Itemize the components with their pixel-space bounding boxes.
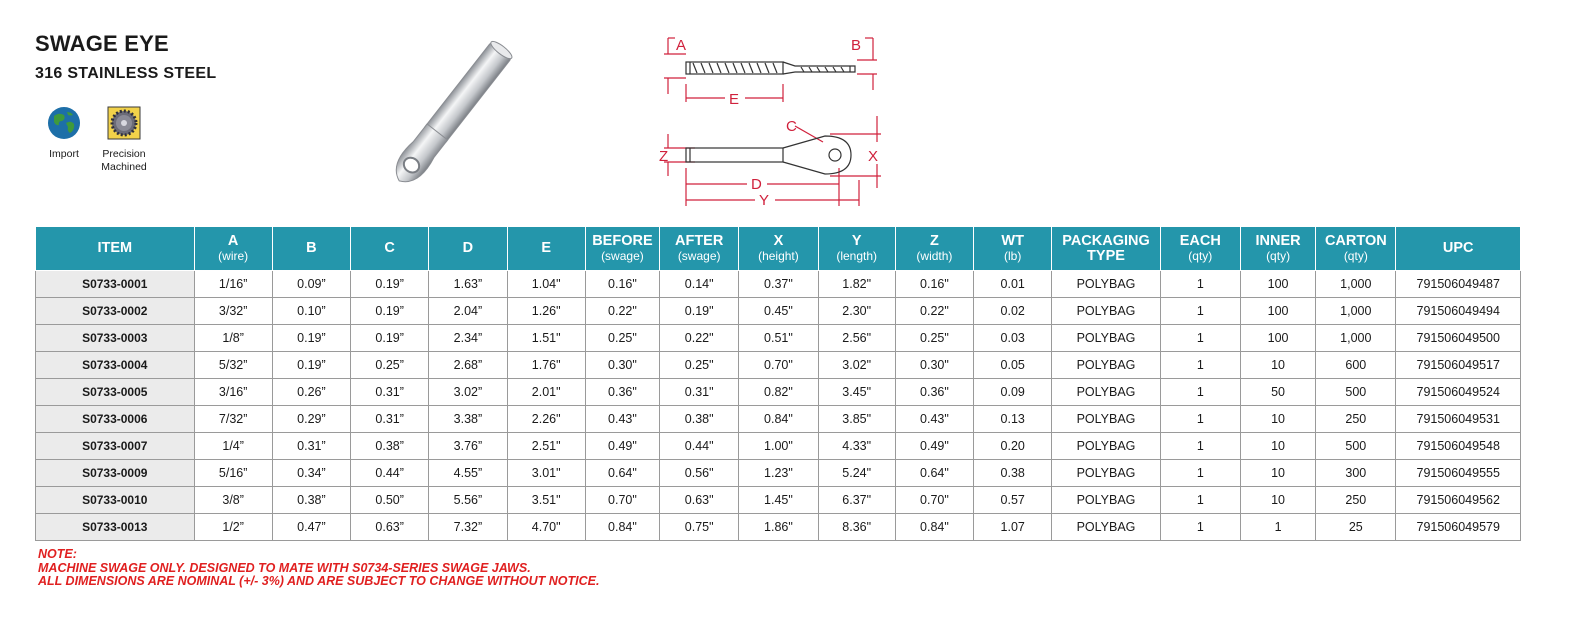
table-cell: POLYBAG xyxy=(1052,433,1160,460)
table-cell: 2.26" xyxy=(507,406,585,433)
table-cell: 4.55” xyxy=(429,460,507,487)
table-cell: 791506049555 xyxy=(1396,460,1521,487)
column-header-unit: (width) xyxy=(916,249,953,263)
item-number-cell: S0733-0003 xyxy=(36,325,195,352)
table-cell: 1.76" xyxy=(507,352,585,379)
column-header xyxy=(585,227,659,271)
table-cell: 100 xyxy=(1240,298,1315,325)
table-cell: 1 xyxy=(1160,298,1240,325)
table-cell: 0.84" xyxy=(895,514,973,541)
table-cell: 1,000 xyxy=(1316,298,1396,325)
table-cell: 5/16” xyxy=(194,460,272,487)
table-cell: 3.02" xyxy=(818,352,895,379)
table-cell: 0.19” xyxy=(351,271,429,298)
table-cell: 1.86" xyxy=(739,514,818,541)
table-cell: 0.45" xyxy=(739,298,818,325)
table-cell: 10 xyxy=(1240,487,1315,514)
notes-heading: NOTE: xyxy=(38,547,77,561)
table-cell: 3.45" xyxy=(818,379,895,406)
table-cell: 5.56” xyxy=(429,487,507,514)
table-cell: 10 xyxy=(1240,433,1315,460)
table-cell: 791506049548 xyxy=(1396,433,1521,460)
column-header xyxy=(1316,227,1396,271)
table-cell: 3/16” xyxy=(194,379,272,406)
column-header-label: CARTON xyxy=(1324,233,1387,249)
table-cell: POLYBAG xyxy=(1052,271,1160,298)
column-header xyxy=(36,227,195,271)
column-header xyxy=(818,227,895,271)
item-number-cell: S0733-0002 xyxy=(36,298,195,325)
gear-icon xyxy=(107,106,141,140)
table-cell: 1 xyxy=(1160,406,1240,433)
table-cell: 50 xyxy=(1240,379,1315,406)
table-cell: 10 xyxy=(1240,460,1315,487)
table-cell: 1 xyxy=(1160,460,1240,487)
table-cell: 300 xyxy=(1316,460,1396,487)
table-cell: 0.37" xyxy=(739,271,818,298)
table-cell: 1 xyxy=(1160,352,1240,379)
table-cell: 0.25" xyxy=(585,325,659,352)
table-cell: 6.37" xyxy=(818,487,895,514)
item-number-cell: S0733-0004 xyxy=(36,352,195,379)
table-cell: POLYBAG xyxy=(1052,298,1160,325)
table-cell: POLYBAG xyxy=(1052,514,1160,541)
label-e: E xyxy=(729,91,740,108)
column-header-label: INNER xyxy=(1255,233,1301,249)
column-header-unit: (lb) xyxy=(1004,249,1022,263)
column-header xyxy=(1052,227,1160,271)
table-cell: 0.19” xyxy=(272,325,350,352)
notes-line: MACHINE SWAGE ONLY. DESIGNED TO MATE WITH S0734-SERIES SWAGE JAWS. xyxy=(38,560,531,575)
column-header-unit: (length) xyxy=(836,249,878,263)
column-header-unit: (wire) xyxy=(218,249,249,263)
table-cell: 0.31” xyxy=(351,406,429,433)
table-cell: 0.36" xyxy=(585,379,659,406)
column-header xyxy=(1396,227,1521,271)
table-cell: 0.63" xyxy=(660,487,739,514)
column-header xyxy=(895,227,973,271)
table-cell: 7/32” xyxy=(194,406,272,433)
table-cell: 3.85" xyxy=(818,406,895,433)
item-number-cell: S0733-0006 xyxy=(36,406,195,433)
table-cell: 1.07 xyxy=(974,514,1052,541)
table-cell: 0.70" xyxy=(739,352,818,379)
table-cell: 0.64" xyxy=(585,460,659,487)
label-z: Z xyxy=(659,148,669,165)
table-cell: 0.13 xyxy=(974,406,1052,433)
spec-table-body xyxy=(36,271,1521,541)
table-cell: 0.49" xyxy=(895,433,973,460)
column-header-unit: (qty) xyxy=(1188,249,1213,263)
column-header-label: B xyxy=(306,240,317,256)
table-cell: 3/32” xyxy=(194,298,272,325)
table-cell: 0.49" xyxy=(585,433,659,460)
table-cell: 1 xyxy=(1240,514,1315,541)
table-cell: 0.70" xyxy=(895,487,973,514)
table-cell: 2.56" xyxy=(818,325,895,352)
table-cell: 0.22" xyxy=(585,298,659,325)
table-cell: 791506049524 xyxy=(1396,379,1521,406)
table-cell: 791506049500 xyxy=(1396,325,1521,352)
column-header-label: ITEM xyxy=(97,240,133,256)
column-header xyxy=(351,227,429,271)
table-cell: 0.31” xyxy=(351,379,429,406)
table-cell: 0.30" xyxy=(585,352,659,379)
table-cell: 0.19” xyxy=(351,325,429,352)
column-header-label: C xyxy=(384,240,395,256)
table-cell: 0.05 xyxy=(974,352,1052,379)
column-header-label: Y xyxy=(851,233,862,249)
table-cell: 0.14" xyxy=(660,271,739,298)
table-row xyxy=(36,460,1521,487)
table-cell: 10 xyxy=(1240,406,1315,433)
table-cell: 0.09” xyxy=(272,271,350,298)
table-cell: POLYBAG xyxy=(1052,406,1160,433)
table-cell: 0.38 xyxy=(974,460,1052,487)
column-header-label: PACKAGING xyxy=(1062,232,1150,249)
item-number-cell: S0733-0007 xyxy=(36,433,195,460)
table-cell: 0.16" xyxy=(585,271,659,298)
column-header xyxy=(660,227,739,271)
table-cell: 0.57 xyxy=(974,487,1052,514)
precision-machined-badge xyxy=(89,106,159,174)
table-cell: 1/8” xyxy=(194,325,272,352)
column-header xyxy=(429,227,507,271)
table-cell: 0.02 xyxy=(974,298,1052,325)
table-cell: 2.04” xyxy=(429,298,507,325)
column-header-label: WT xyxy=(1001,233,1024,249)
table-cell: 0.56" xyxy=(660,460,739,487)
table-cell: 0.22" xyxy=(895,298,973,325)
table-cell: 8.36" xyxy=(818,514,895,541)
table-cell: 1.26" xyxy=(507,298,585,325)
column-header-label: EACH xyxy=(1179,233,1221,249)
table-cell: 0.75" xyxy=(660,514,739,541)
table-cell: 10 xyxy=(1240,352,1315,379)
table-cell: 1.23" xyxy=(739,460,818,487)
table-cell: 500 xyxy=(1316,433,1396,460)
item-number-cell: S0733-0013 xyxy=(36,514,195,541)
table-cell: 250 xyxy=(1316,406,1396,433)
label-c: C xyxy=(786,118,797,135)
table-cell: 0.36" xyxy=(895,379,973,406)
spec-table-header xyxy=(36,227,1521,271)
table-row xyxy=(36,433,1521,460)
table-cell: 0.26” xyxy=(272,379,350,406)
globe-icon xyxy=(47,106,81,140)
table-cell: 791506049494 xyxy=(1396,298,1521,325)
table-cell: 3.38” xyxy=(429,406,507,433)
column-header-unit: (swage) xyxy=(677,249,721,263)
table-cell: 0.51" xyxy=(739,325,818,352)
table-cell: 1 xyxy=(1160,325,1240,352)
column-header-unit: (swage) xyxy=(601,249,644,263)
table-cell: 0.30" xyxy=(895,352,973,379)
table-cell: 0.19” xyxy=(351,298,429,325)
table-cell: 100 xyxy=(1240,325,1315,352)
table-cell: 250 xyxy=(1316,487,1396,514)
dimension-diagram xyxy=(655,30,885,215)
notes xyxy=(38,548,599,589)
table-cell: 0.03 xyxy=(974,325,1052,352)
table-cell: 0.22" xyxy=(660,325,739,352)
table-cell: POLYBAG xyxy=(1052,487,1160,514)
table-cell: 1,000 xyxy=(1316,325,1396,352)
table-cell: 0.34” xyxy=(272,460,350,487)
table-cell: 0.63” xyxy=(351,514,429,541)
table-cell: POLYBAG xyxy=(1052,460,1160,487)
table-cell: 1.51" xyxy=(507,325,585,352)
column-header xyxy=(1160,227,1240,271)
table-cell: 4.33" xyxy=(818,433,895,460)
table-cell: 3.51" xyxy=(507,487,585,514)
header-row xyxy=(36,227,1521,271)
label-a: A xyxy=(676,37,687,54)
table-cell: 0.84" xyxy=(585,514,659,541)
table-cell: 791506049517 xyxy=(1396,352,1521,379)
table-cell: 0.09 xyxy=(974,379,1052,406)
table-cell: 0.25" xyxy=(660,352,739,379)
table-cell: 0.10” xyxy=(272,298,350,325)
table-cell: 500 xyxy=(1316,379,1396,406)
table-cell: 0.31” xyxy=(272,433,350,460)
table-cell: 1/16” xyxy=(194,271,272,298)
column-header xyxy=(507,227,585,271)
table-row xyxy=(36,487,1521,514)
table-cell: 1 xyxy=(1160,271,1240,298)
table-cell: 0.38” xyxy=(272,487,350,514)
table-cell: 791506049579 xyxy=(1396,514,1521,541)
table-cell: 25 xyxy=(1316,514,1396,541)
table-cell: 1.82" xyxy=(818,271,895,298)
table-cell: 1/2” xyxy=(194,514,272,541)
column-header-unit: (height) xyxy=(758,249,799,263)
table-cell: 0.82" xyxy=(739,379,818,406)
column-header-label: AFTER xyxy=(674,233,724,249)
column-header-label: BEFORE xyxy=(592,233,653,249)
table-row xyxy=(36,379,1521,406)
table-cell: 0.25" xyxy=(895,325,973,352)
table-cell: 0.50” xyxy=(351,487,429,514)
table-cell: 2.68” xyxy=(429,352,507,379)
table-cell: 7.32” xyxy=(429,514,507,541)
page-title: SWAGE EYE xyxy=(35,31,169,56)
table-cell: 1/4” xyxy=(194,433,272,460)
table-cell: 0.44” xyxy=(351,460,429,487)
column-header xyxy=(739,227,818,271)
item-number-cell: S0733-0005 xyxy=(36,379,195,406)
table-cell: 1 xyxy=(1160,433,1240,460)
table-cell: 3.01" xyxy=(507,460,585,487)
column-header-label: UPC xyxy=(1442,240,1474,256)
table-cell: POLYBAG xyxy=(1052,352,1160,379)
precision-machined-label: Precision Machined xyxy=(101,148,147,173)
table-cell: 1 xyxy=(1160,379,1240,406)
item-number-cell: S0733-0001 xyxy=(36,271,195,298)
swage-eye-photo xyxy=(328,40,558,200)
table-cell: 0.43" xyxy=(895,406,973,433)
table-cell: 4.70" xyxy=(507,514,585,541)
table-cell: 0.16" xyxy=(895,271,973,298)
table-cell: 791506049562 xyxy=(1396,487,1521,514)
column-header-label: A xyxy=(227,233,239,249)
table-cell: POLYBAG xyxy=(1052,325,1160,352)
table-row xyxy=(36,406,1521,433)
table-cell: 1,000 xyxy=(1316,271,1396,298)
table-cell: 0.70" xyxy=(585,487,659,514)
item-number-cell: S0733-0009 xyxy=(36,460,195,487)
table-cell: 791506049487 xyxy=(1396,271,1521,298)
spec-table xyxy=(35,226,1521,541)
label-x: X xyxy=(868,148,879,165)
column-header-unit: TYPE xyxy=(1087,247,1125,264)
column-header-unit: (qty) xyxy=(1343,249,1368,263)
table-cell: POLYBAG xyxy=(1052,379,1160,406)
table-cell: 1.00" xyxy=(739,433,818,460)
table-cell: 100 xyxy=(1240,271,1315,298)
table-cell: 1.63” xyxy=(429,271,507,298)
table-cell: 5/32” xyxy=(194,352,272,379)
table-cell: 2.34” xyxy=(429,325,507,352)
column-header-label: D xyxy=(462,240,474,256)
table-cell: 2.30" xyxy=(818,298,895,325)
table-cell: 0.19” xyxy=(272,352,350,379)
table-cell: 5.24" xyxy=(818,460,895,487)
table-cell: 1 xyxy=(1160,487,1240,514)
table-cell: 0.01 xyxy=(974,271,1052,298)
table-row xyxy=(36,352,1521,379)
table-cell: 0.43" xyxy=(585,406,659,433)
column-header-label: Z xyxy=(930,233,939,249)
label-d: D xyxy=(751,176,762,193)
table-cell: 0.38" xyxy=(660,406,739,433)
table-cell: 0.38” xyxy=(351,433,429,460)
table-cell: 3.02” xyxy=(429,379,507,406)
table-cell: 2.01" xyxy=(507,379,585,406)
label-y: Y xyxy=(759,192,770,209)
table-cell: 0.25” xyxy=(351,352,429,379)
item-number-cell: S0733-0010 xyxy=(36,487,195,514)
import-label: Import xyxy=(49,148,79,160)
column-header-label: X xyxy=(773,233,784,249)
column-header-unit: (qty) xyxy=(1266,249,1291,263)
table-cell: 3.76” xyxy=(429,433,507,460)
notes-line: ALL DIMENSIONS ARE NOMINAL (+/- 3%) AND ARE SUBJECT TO CHANGE WITHOUT NOTICE. xyxy=(38,574,600,588)
column-header xyxy=(1240,227,1315,271)
table-cell: 1 xyxy=(1160,514,1240,541)
table-cell: 0.20 xyxy=(974,433,1052,460)
column-header xyxy=(272,227,350,271)
table-cell: 0.84" xyxy=(739,406,818,433)
table-cell: 2.51" xyxy=(507,433,585,460)
table-cell: 0.44" xyxy=(660,433,739,460)
label-b: B xyxy=(851,37,862,54)
page-subtitle: 316 STAINLESS STEEL xyxy=(35,65,217,82)
table-cell: 3/8” xyxy=(194,487,272,514)
table-row xyxy=(36,271,1521,298)
table-cell: 1.04" xyxy=(507,271,585,298)
table-row xyxy=(36,325,1521,352)
table-cell: 0.64" xyxy=(895,460,973,487)
column-header-label: E xyxy=(541,240,551,256)
table-cell: 0.29” xyxy=(272,406,350,433)
column-header xyxy=(974,227,1052,271)
column-header xyxy=(194,227,272,271)
table-cell: 1.45" xyxy=(739,487,818,514)
table-cell: 0.19" xyxy=(660,298,739,325)
table-row xyxy=(36,514,1521,541)
table-cell: 0.47” xyxy=(272,514,350,541)
table-cell: 0.31" xyxy=(660,379,739,406)
table-row xyxy=(36,298,1521,325)
table-cell: 791506049531 xyxy=(1396,406,1521,433)
table-cell: 600 xyxy=(1316,352,1396,379)
